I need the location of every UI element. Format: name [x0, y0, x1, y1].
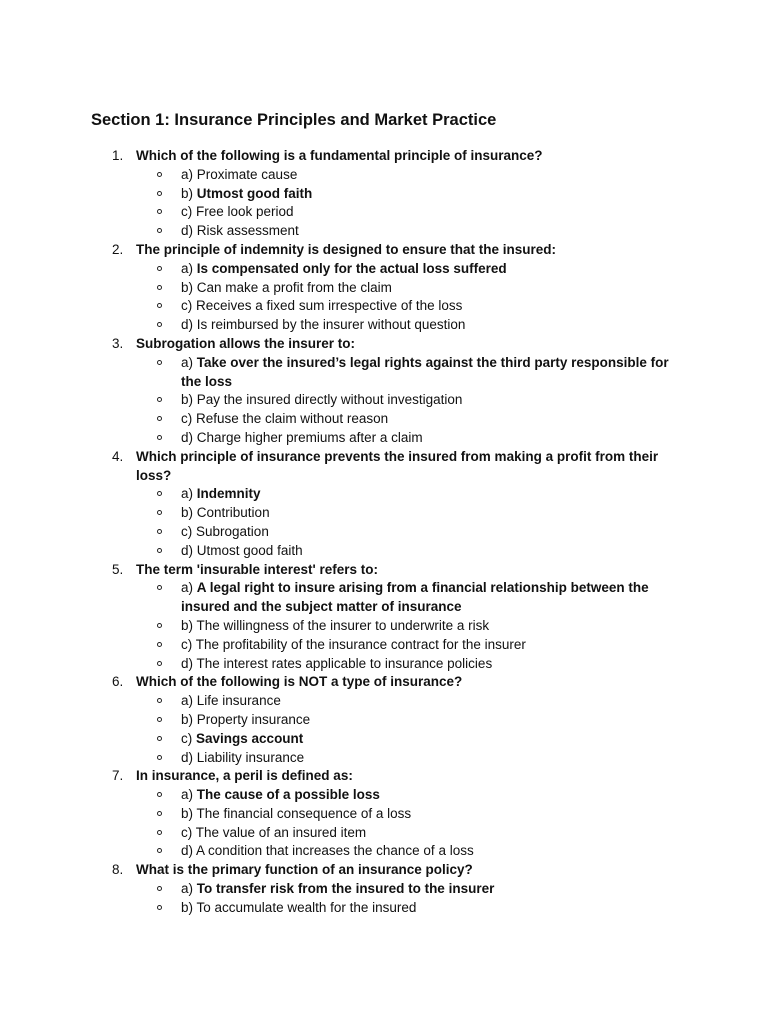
hollow-bullet-icon [157, 285, 162, 290]
correct-answer-text: To transfer risk from the insured to the insurer [196, 881, 495, 897]
hollow-bullet-icon [157, 228, 162, 233]
question-item [112, 561, 676, 674]
answer-option [181, 711, 676, 730]
hollow-bullet-icon [157, 886, 162, 891]
answer-option [181, 655, 676, 674]
correct-answer-text: A legal right to insure arising from a financial relationship between the insured and the subject matter of insurance [181, 580, 649, 615]
option-text: Subrogation [196, 523, 269, 539]
option-text: Proximate cause [196, 166, 298, 182]
hollow-bullet-icon [157, 642, 162, 647]
answer-option [181, 636, 676, 655]
hollow-bullet-icon [157, 397, 162, 402]
option-letter: a) [181, 260, 194, 276]
option-letter: c) [181, 298, 193, 314]
answer-option [181, 316, 676, 335]
hollow-bullet-icon [157, 529, 162, 534]
option-letter: c) [181, 636, 193, 652]
hollow-bullet-icon [157, 811, 162, 816]
question-number: 1. [112, 148, 124, 163]
option-text: Life insurance [196, 693, 281, 709]
hollow-bullet-icon [157, 830, 162, 835]
option-letter: c) [181, 824, 193, 840]
question-text: In insurance, a peril is defined as: [136, 768, 353, 784]
question-item [112, 673, 676, 767]
question-number: 5. [112, 561, 124, 577]
answer-option [181, 391, 676, 410]
option-text: Liability insurance [196, 749, 305, 765]
hollow-bullet-icon [157, 848, 162, 853]
option-letter: a) [181, 486, 194, 502]
hollow-bullet-icon [157, 360, 162, 365]
option-text: Property insurance [196, 711, 311, 727]
hollow-bullet-icon [157, 416, 162, 421]
question-item [112, 861, 676, 917]
option-letter: b) [181, 899, 194, 915]
option-letter: a) [181, 580, 194, 596]
option-letter: a) [181, 787, 194, 803]
answer-option [181, 485, 676, 504]
hollow-bullet-icon [157, 172, 162, 177]
question-item [112, 335, 676, 448]
correct-answer-text: Savings account [196, 730, 304, 746]
question-number: 8. [112, 862, 124, 878]
option-text: A condition that increases the chance of a loss [196, 843, 474, 859]
question-text: The term 'insurable interest' refers to: [136, 561, 378, 577]
option-letter: b) [181, 505, 194, 521]
question-list [112, 147, 676, 918]
option-letter: d) [181, 655, 194, 671]
option-letter: d) [181, 749, 194, 765]
question-number: 6. [112, 674, 124, 690]
answer-option [181, 824, 676, 843]
question-text: The principle of indemnity is designed to ensure that the insured: [136, 241, 557, 257]
correct-answer-text: Utmost good faith [196, 185, 313, 201]
correct-answer-text: Take over the insured’s legal rights against the third party responsible for the loss [181, 354, 669, 389]
question-number: 3. [112, 335, 124, 351]
hollow-bullet-icon [157, 209, 162, 214]
question-item [112, 147, 676, 241]
correct-answer-text: Indemnity [196, 486, 261, 502]
hollow-bullet-icon [157, 792, 162, 797]
option-letter: b) [181, 279, 194, 295]
option-letter: a) [181, 166, 194, 182]
answer-option [181, 222, 676, 241]
hollow-bullet-icon [157, 548, 162, 553]
hollow-bullet-icon [157, 191, 162, 196]
hollow-bullet-icon [157, 491, 162, 496]
hollow-bullet-icon [157, 661, 162, 666]
correct-answer-text: The cause of a possible loss [196, 787, 380, 803]
hollow-bullet-icon [157, 905, 162, 910]
option-list [136, 786, 676, 861]
option-text: Pay the insured directly without investigation [196, 392, 463, 408]
hollow-bullet-icon [157, 322, 162, 327]
answer-option [181, 805, 676, 824]
option-list [136, 692, 676, 767]
option-letter: b) [181, 617, 194, 633]
option-text: The profitability of the insurance contract for the insurer [195, 636, 526, 652]
question-number: 7. [112, 768, 124, 784]
answer-option [181, 842, 676, 861]
section-title: Section 1: Insurance Principles and Market Practice [91, 111, 497, 129]
answer-option [181, 880, 676, 899]
option-letter: a) [181, 354, 194, 370]
option-text: The willingness of the insurer to underwrite a risk [196, 617, 490, 633]
option-text: Charge higher premiums after a claim [196, 429, 423, 445]
option-list [136, 485, 676, 560]
option-text: Free look period [196, 204, 294, 220]
correct-answer-text: Is compensated only for the actual loss suffered [196, 260, 507, 276]
option-list [136, 260, 676, 335]
answer-option [181, 410, 676, 429]
option-letter: b) [181, 392, 194, 408]
hollow-bullet-icon [157, 510, 162, 515]
option-letter: d) [181, 542, 194, 558]
hollow-bullet-icon [157, 303, 162, 308]
option-text: The interest rates applicable to insurance policies [196, 655, 493, 671]
hollow-bullet-icon [157, 435, 162, 440]
option-text: Contribution [196, 505, 270, 521]
answer-option [181, 749, 676, 768]
option-letter: c) [181, 523, 193, 539]
option-text: To accumulate wealth for the insured [196, 899, 417, 915]
option-letter: a) [181, 881, 194, 897]
option-text: Utmost good faith [196, 542, 303, 558]
question-number: 2. [112, 241, 124, 257]
hollow-bullet-icon [157, 755, 162, 760]
question-text: Which of the following is NOT a type of insurance? [136, 674, 463, 690]
answer-option [181, 297, 676, 316]
option-letter: b) [181, 185, 194, 201]
answer-option [181, 899, 676, 918]
hollow-bullet-icon [157, 266, 162, 271]
option-letter: d) [181, 317, 194, 333]
answer-option [181, 203, 676, 222]
option-letter: c) [181, 411, 193, 427]
hollow-bullet-icon [157, 623, 162, 628]
answer-option [181, 730, 676, 749]
answer-option [181, 504, 676, 523]
answer-option [181, 692, 676, 711]
option-text: The financial consequence of a loss [196, 805, 412, 821]
option-letter: c) [181, 730, 193, 746]
answer-option [181, 579, 676, 617]
option-text: Is reimbursed by the insurer without question [196, 317, 466, 333]
answer-option [181, 429, 676, 448]
answer-option [181, 617, 676, 636]
question-item [112, 448, 676, 561]
option-letter: d) [181, 223, 194, 239]
option-text: Receives a fixed sum irrespective of the loss [196, 298, 463, 314]
answer-option [181, 166, 676, 185]
question-item [112, 241, 676, 335]
question-text: Subrogation allows the insurer to: [136, 335, 356, 351]
option-text: Can make a profit from the claim [196, 279, 392, 295]
option-letter: d) [181, 429, 194, 445]
answer-option [181, 185, 676, 204]
option-text: The value of an insured item [195, 824, 367, 840]
question-text: Which principle of insurance prevents the insured from making a profit from their loss? [136, 448, 659, 483]
option-letter: c) [181, 204, 193, 220]
answer-option [181, 523, 676, 542]
question-number: 4. [112, 448, 124, 464]
option-list [136, 579, 676, 673]
option-letter: a) [181, 693, 194, 709]
answer-option [181, 354, 676, 392]
hollow-bullet-icon [157, 736, 162, 741]
hollow-bullet-icon [157, 698, 162, 703]
option-list [136, 166, 676, 241]
option-letter: b) [181, 805, 194, 821]
answer-option [181, 542, 676, 561]
answer-option [181, 260, 676, 279]
answer-option [181, 786, 676, 805]
question-text: What is the primary function of an insurance policy? [136, 862, 473, 878]
question-item [112, 767, 676, 861]
option-list [136, 354, 676, 448]
option-text: Refuse the claim without reason [196, 411, 389, 427]
option-letter: d) [181, 843, 194, 859]
option-list [136, 880, 676, 918]
hollow-bullet-icon [157, 717, 162, 722]
option-letter: b) [181, 711, 194, 727]
question-text: Which of the following is a fundamental principle of insurance? [136, 148, 543, 163]
answer-option [181, 279, 676, 298]
hollow-bullet-icon [157, 585, 162, 590]
option-text: Risk assessment [196, 223, 299, 239]
